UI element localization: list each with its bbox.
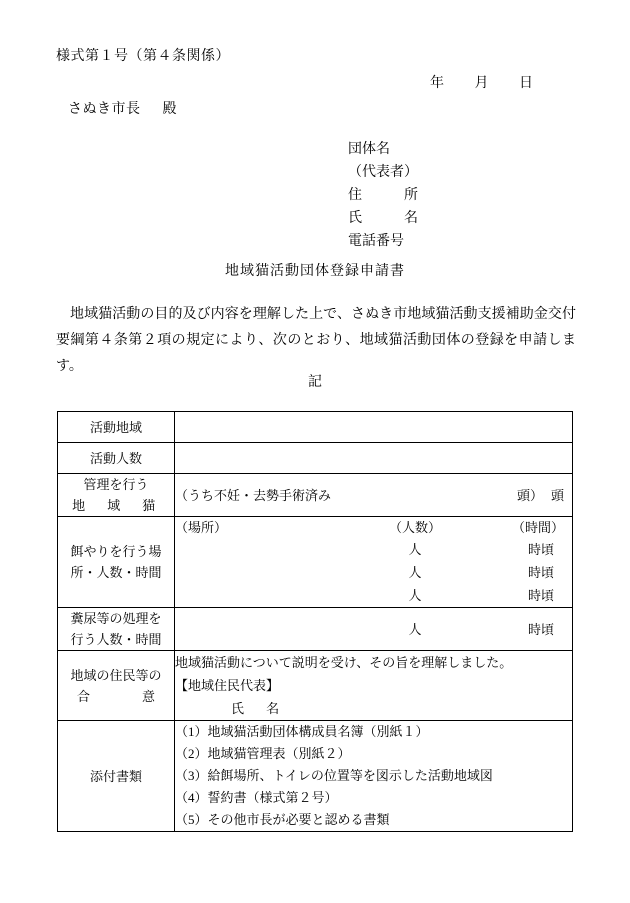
row-label-consent xyxy=(58,651,175,721)
feeding-entry-time-1: 時頃 xyxy=(527,542,554,557)
feeding-header-count: （人数） xyxy=(388,520,441,535)
applicant-field-address: 住 所 xyxy=(348,188,418,203)
row-label-managed-cats-line2: 地 域 猫 xyxy=(72,498,160,513)
form-number: 様式第１号（第４条関係） xyxy=(56,49,230,64)
feeding-entry-row[interactable] xyxy=(175,538,572,561)
body-paragraph xyxy=(56,302,576,380)
row-label-managed-cats xyxy=(58,474,175,517)
row-value-consent[interactable] xyxy=(175,651,573,721)
feeding-header xyxy=(175,517,572,538)
row-label-attachments: 添付書類 xyxy=(58,721,175,832)
feeding-entry-row[interactable] xyxy=(175,584,572,607)
addressee-name: さぬき市長 xyxy=(68,102,141,117)
row-label-member-count: 活動人数 xyxy=(58,443,175,474)
applicant-block xyxy=(348,138,418,253)
waste-entry-row[interactable] xyxy=(175,618,572,641)
attachment-item: （5）その他市長が必要と認める書類 xyxy=(175,812,390,827)
table-row xyxy=(58,651,573,721)
feeding-entry-place-3[interactable] xyxy=(175,584,325,607)
row-value-activity-area[interactable] xyxy=(175,412,573,443)
feeding-entry-count-3: 人 xyxy=(408,588,422,603)
row-label-managed-cats-line1: 管理を行う xyxy=(83,477,149,492)
table-row xyxy=(58,721,573,832)
managed-cats-line2 xyxy=(175,485,572,506)
row-value-feeding[interactable] xyxy=(175,517,573,608)
body-paragraph-text: 地域猫活動の目的及び内容を理解した上で、さぬき市地域猫活動支援補助金交付要綱第４条第２項の規定により、次のとおり、地域猫活動団体の登録を申請します。 xyxy=(56,307,576,374)
ki-mark: 記 xyxy=(308,375,322,390)
applicant-field-phone: 電話番号 xyxy=(348,234,404,249)
waste-entry-count: 人 xyxy=(408,621,422,637)
managed-cats-unit-1: 頭 xyxy=(550,487,564,503)
applicant-field-representative: （代表者） xyxy=(348,165,418,180)
feeding-header-time: （時間） xyxy=(511,520,564,535)
table-row xyxy=(58,608,573,651)
feeding-entry-count-2: 人 xyxy=(408,565,422,580)
feeding-entry-place-2[interactable] xyxy=(175,561,325,584)
table-row xyxy=(58,517,573,608)
row-label-feeding-line1: 餌やりを行う場 xyxy=(70,544,162,559)
feeding-entry-row[interactable] xyxy=(175,561,572,584)
row-label-consent-line1: 地域の住民等の xyxy=(70,667,162,683)
applicant-field-name: 氏 名 xyxy=(348,211,418,226)
application-table xyxy=(57,411,573,832)
addressee-honorific: 殿 xyxy=(162,102,177,117)
attachment-item: （2）地域猫管理表（別紙２） xyxy=(175,746,351,761)
row-label-waste-line2: 行う人数・時間 xyxy=(70,632,162,647)
attachment-item: （3）給餌場所、トイレの位置等を図示した活動地域図 xyxy=(175,768,493,783)
date-line xyxy=(430,72,534,92)
feeding-entry-time-2: 時頃 xyxy=(527,565,554,580)
managed-cats-text-2: （うち不妊・去勢手術済み xyxy=(175,487,332,503)
applicant-field-organization: 団体名 xyxy=(348,142,390,157)
date-year-label: 年 xyxy=(430,76,445,91)
date-month-label: 月 xyxy=(474,76,489,91)
row-label-feeding xyxy=(58,517,175,608)
managed-cats-unit-2: 頭） xyxy=(516,487,543,503)
row-value-managed-cats[interactable] xyxy=(175,474,573,517)
table-row xyxy=(58,443,573,474)
table-row xyxy=(58,412,573,443)
row-label-feeding-line2: 所・人数・時間 xyxy=(70,565,162,580)
consent-text: 地域猫活動について説明を受け、その旨を理解しました。 xyxy=(175,655,513,670)
feeding-entry-time-3: 時頃 xyxy=(527,588,554,603)
row-value-attachments xyxy=(175,721,573,832)
attachment-item: （4）誓約書（様式第２号） xyxy=(175,790,338,805)
row-value-waste[interactable] xyxy=(175,608,573,651)
consent-name-label: 氏 名 xyxy=(231,701,284,716)
feeding-entry-count-1: 人 xyxy=(408,542,422,557)
row-value-member-count[interactable] xyxy=(175,443,573,474)
consent-bracket: 【地域住民代表】 xyxy=(175,678,280,693)
date-day-label: 日 xyxy=(519,76,534,91)
waste-entry-time: 時頃 xyxy=(527,621,554,637)
addressee xyxy=(68,98,177,118)
feeding-entry-place-1[interactable] xyxy=(175,538,325,561)
row-label-consent-line2: 合 意 xyxy=(76,688,155,704)
waste-entry-blank[interactable] xyxy=(175,618,325,641)
row-label-waste-line1: 糞尿等の処理を xyxy=(70,611,162,626)
document-title: 地域猫活動団体登録申請書 xyxy=(225,264,405,279)
row-label-activity-area: 活動地域 xyxy=(58,412,175,443)
row-label-waste xyxy=(58,608,175,651)
feeding-header-place: （場所） xyxy=(175,520,228,535)
attachment-item: （1）地域猫活動団体構成員名簿（別紙１） xyxy=(175,724,429,739)
table-row xyxy=(58,474,573,517)
